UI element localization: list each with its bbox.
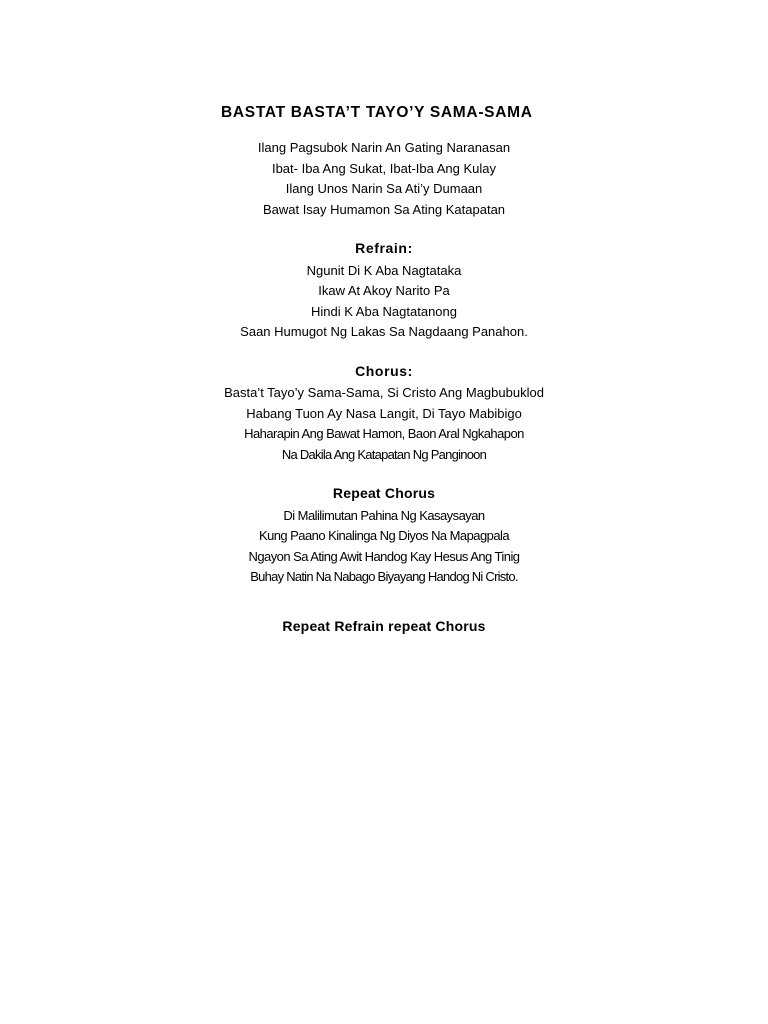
refrain-block (0, 238, 768, 343)
refrain-heading: Refrain: (355, 240, 413, 256)
chorus-block (0, 361, 768, 466)
lyric-line: Ilang Unos Narin Sa Ati’y Dumaan (285, 181, 483, 196)
lyric-line: Hindi K Aba Nagtatanong (311, 303, 457, 319)
lyric-line: Saan Humugot Ng Lakas Sa Nagdaang Panahon. (240, 324, 528, 339)
lyric-line: Ilang Pagsubok Narin An Gating Naranasan (257, 140, 511, 155)
lyric-line: Kung Paano Kinalinga Ng Diyos Na Mapagpala (258, 528, 510, 543)
verse-one-block (0, 138, 768, 220)
lyric-line: Ngayon Sa Ating Awit Handog Kay Hesus Ang Tinig (248, 548, 520, 564)
lyric-line: Habang Tuon Ay Nasa Langit, Di Tayo Mabibigo (246, 405, 522, 421)
lyric-line: Ngunit Di K Aba Nagtataka (306, 262, 462, 278)
repeat-chorus-block (0, 483, 768, 588)
lyric-line: Buhay Natin Na Nabago Biyayang Handog Ni Cristo. (250, 569, 518, 584)
lyric-line: Bawat Isay Humamon Sa Ating Katapatan (262, 201, 506, 217)
chorus-heading: Chorus: (355, 362, 413, 379)
lyric-line: Ikaw At Akoy Narito Pa (318, 283, 450, 298)
lyric-line: Basta’t Tayo’y Sama-Sama, Si Cristo Ang Magbubuklod (224, 385, 544, 400)
lyric-line: Ibat- Iba Ang Sukat, Ibat-Iba Ang Kulay (271, 160, 497, 176)
page-title: BASTAT BASTA’T TAYO’Y SAMA-SAMA (221, 104, 533, 121)
lyric-line: Haharapin Ang Bawat Hamon, Baon Aral Ngkahapon (244, 426, 524, 441)
repeat-chorus-heading: Repeat Chorus (332, 485, 436, 501)
lyric-line: Di Malilimutan Pahina Ng Kasaysayan (283, 507, 485, 523)
lyric-line: Na Dakila Ang Katapatan Ng Panginoon (281, 446, 487, 462)
footer-heading: Repeat Refrain repeat Chorus (282, 617, 486, 634)
